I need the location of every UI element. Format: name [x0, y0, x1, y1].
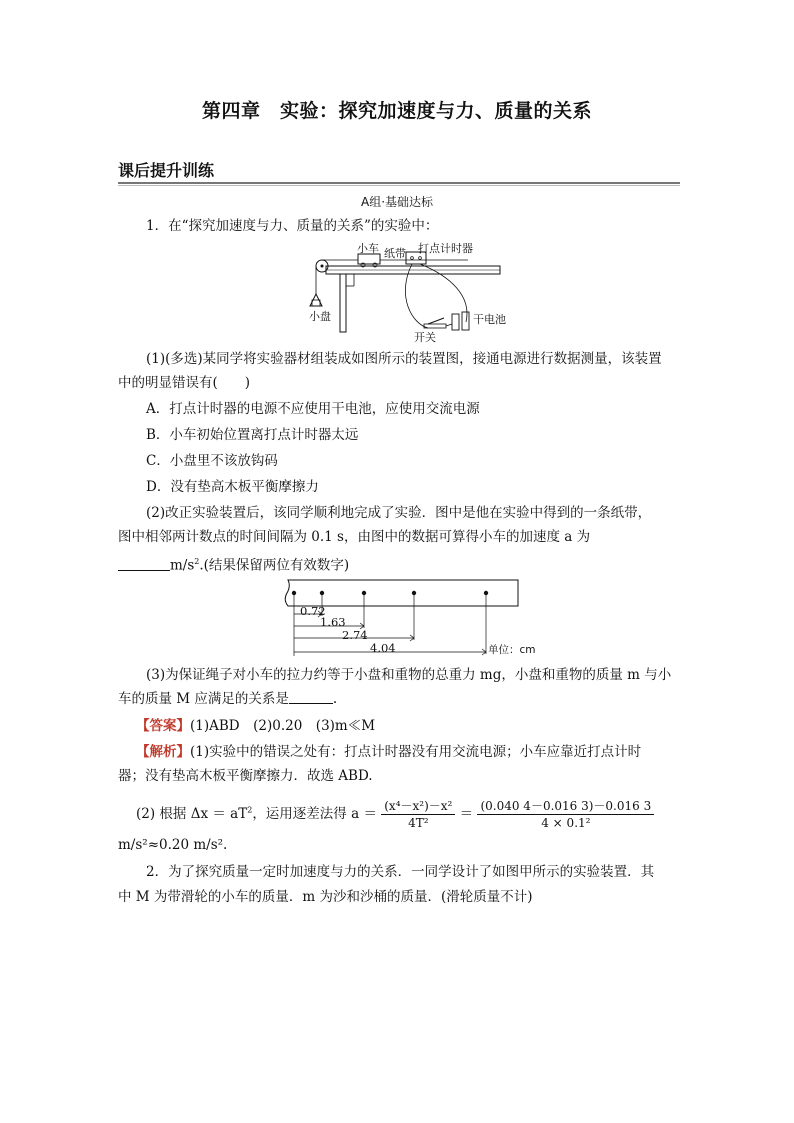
q1-part1-line1: (1)(多选)某同学将实验器材组装成如图所示的装置图，接通电源进行数据测量，该装置 [146, 351, 662, 367]
label-tape: 纸带 [384, 247, 406, 260]
q1-option-d: D．没有垫高木板平衡摩擦力 [146, 479, 319, 495]
tape-label-2: 1.63 [320, 615, 346, 629]
section-heading: 课后提升训练 [118, 161, 215, 180]
answer-line [136, 716, 375, 736]
battery-1 [452, 314, 459, 330]
q2-line1: 2．为了探究质量一定时加速度与力的关系．一同学设计了如图甲所示的实验装置．其 [146, 864, 655, 880]
table-leg-left [340, 274, 346, 332]
q1-option-c: C．小盘里不该放钩码 [146, 453, 278, 469]
tape-diagram [280, 576, 522, 660]
q1-part2-line3: $m/s^2$.(结果保留两位有效数字) [118, 552, 349, 576]
label-timer: 打点计时器 [418, 242, 473, 255]
answer-text: (1)ABD (2)0.20 (3)m≪M [190, 718, 376, 734]
label-switch: 开关 [414, 331, 436, 344]
label-battery: 干电池 [473, 313, 506, 326]
answer-blank-relation [289, 691, 333, 704]
apparatus-diagram [300, 236, 520, 344]
fraction-numeric: $\frac{(0.040 4-0.016 3)-0.016 3}{\text{4 × 0.1²}}$ [477, 798, 654, 831]
tape-label-1: 0.72 [300, 604, 326, 618]
q1-option-b: B．小车初始位置离打点计时器太远 [146, 427, 359, 443]
fraction-symbolic: $\frac{\text{(x⁴－x²)－x²}}{\text{4T²}}$ [381, 798, 455, 831]
q1-stem: 1．在“探究加速度与力、质量的关系”的实验中： [146, 218, 439, 234]
analysis-line4: m/s²≈0.20 m/s². [118, 837, 228, 853]
analysis-tag: 【解析】 [136, 744, 190, 760]
q1-part3-line2: 车的质量 M 应满足的关系是 . [118, 691, 338, 707]
q1-part1-line2: 中的明显错误有( ) [118, 375, 251, 391]
q2-line2: 中 M 为带滑轮的小车的质量．m 为沙和沙桶的质量．(滑轮质量不计) [118, 889, 533, 905]
q1-part3-line1: (3)为保证绳子对小车的拉力约等于小盘和重物的总重力 mg，小盘和重物的质量 m 与小 [146, 667, 672, 683]
page-title: 第四章 实验：探究加速度与力、质量的关系 [201, 100, 592, 122]
wire-2 [420, 264, 467, 322]
answer-blank-accel [118, 558, 170, 571]
q1-part2-line2: 图中相邻两计数点的时间间隔为 0.1 s，由图中的数据可算得小车的加速度 a 为 [118, 529, 591, 545]
tape-label-3: 2.74 [342, 628, 368, 642]
section-divider [118, 182, 680, 184]
tape-unit: 单位：cm [488, 644, 536, 656]
label-car: 小车 [357, 242, 379, 255]
section-divider-thin [118, 185, 680, 186]
analysis-line2: 器；没有垫高木板平衡摩擦力．故选 ABD. [118, 768, 373, 784]
battery-2 [462, 312, 469, 330]
group-heading: A组·基础达标 [360, 195, 434, 209]
q1-option-a: A．打点计时器的电源不应使用干电池，应使用交流电源 [146, 401, 480, 417]
analysis-line1: 【解析】(1)实验中的错误之处有：打点计时器没有用交流电源；小车应靠近打点计时 [136, 744, 642, 760]
analysis-formula: (2) 根据 $\Delta x = aT^2$，运用逐差法得 a ＝ $\frac{\text{(x⁴－x²)－x²}}{\text{4T²}}$ ＝ $\frac{(0.040 4-0.016 3)-0.016 3}{\text{4 × 0.1²}}$ [136, 798, 654, 831]
tape-label-4: 4.04 [370, 641, 396, 655]
answer-tag: 【答案】 [136, 718, 190, 734]
label-tray: 小盘 [309, 310, 331, 323]
q1-part2-line1: (2)改正实验装置后，该同学顺利地完成了实验．图中是他在实验中得到的一条纸带， [146, 505, 652, 521]
